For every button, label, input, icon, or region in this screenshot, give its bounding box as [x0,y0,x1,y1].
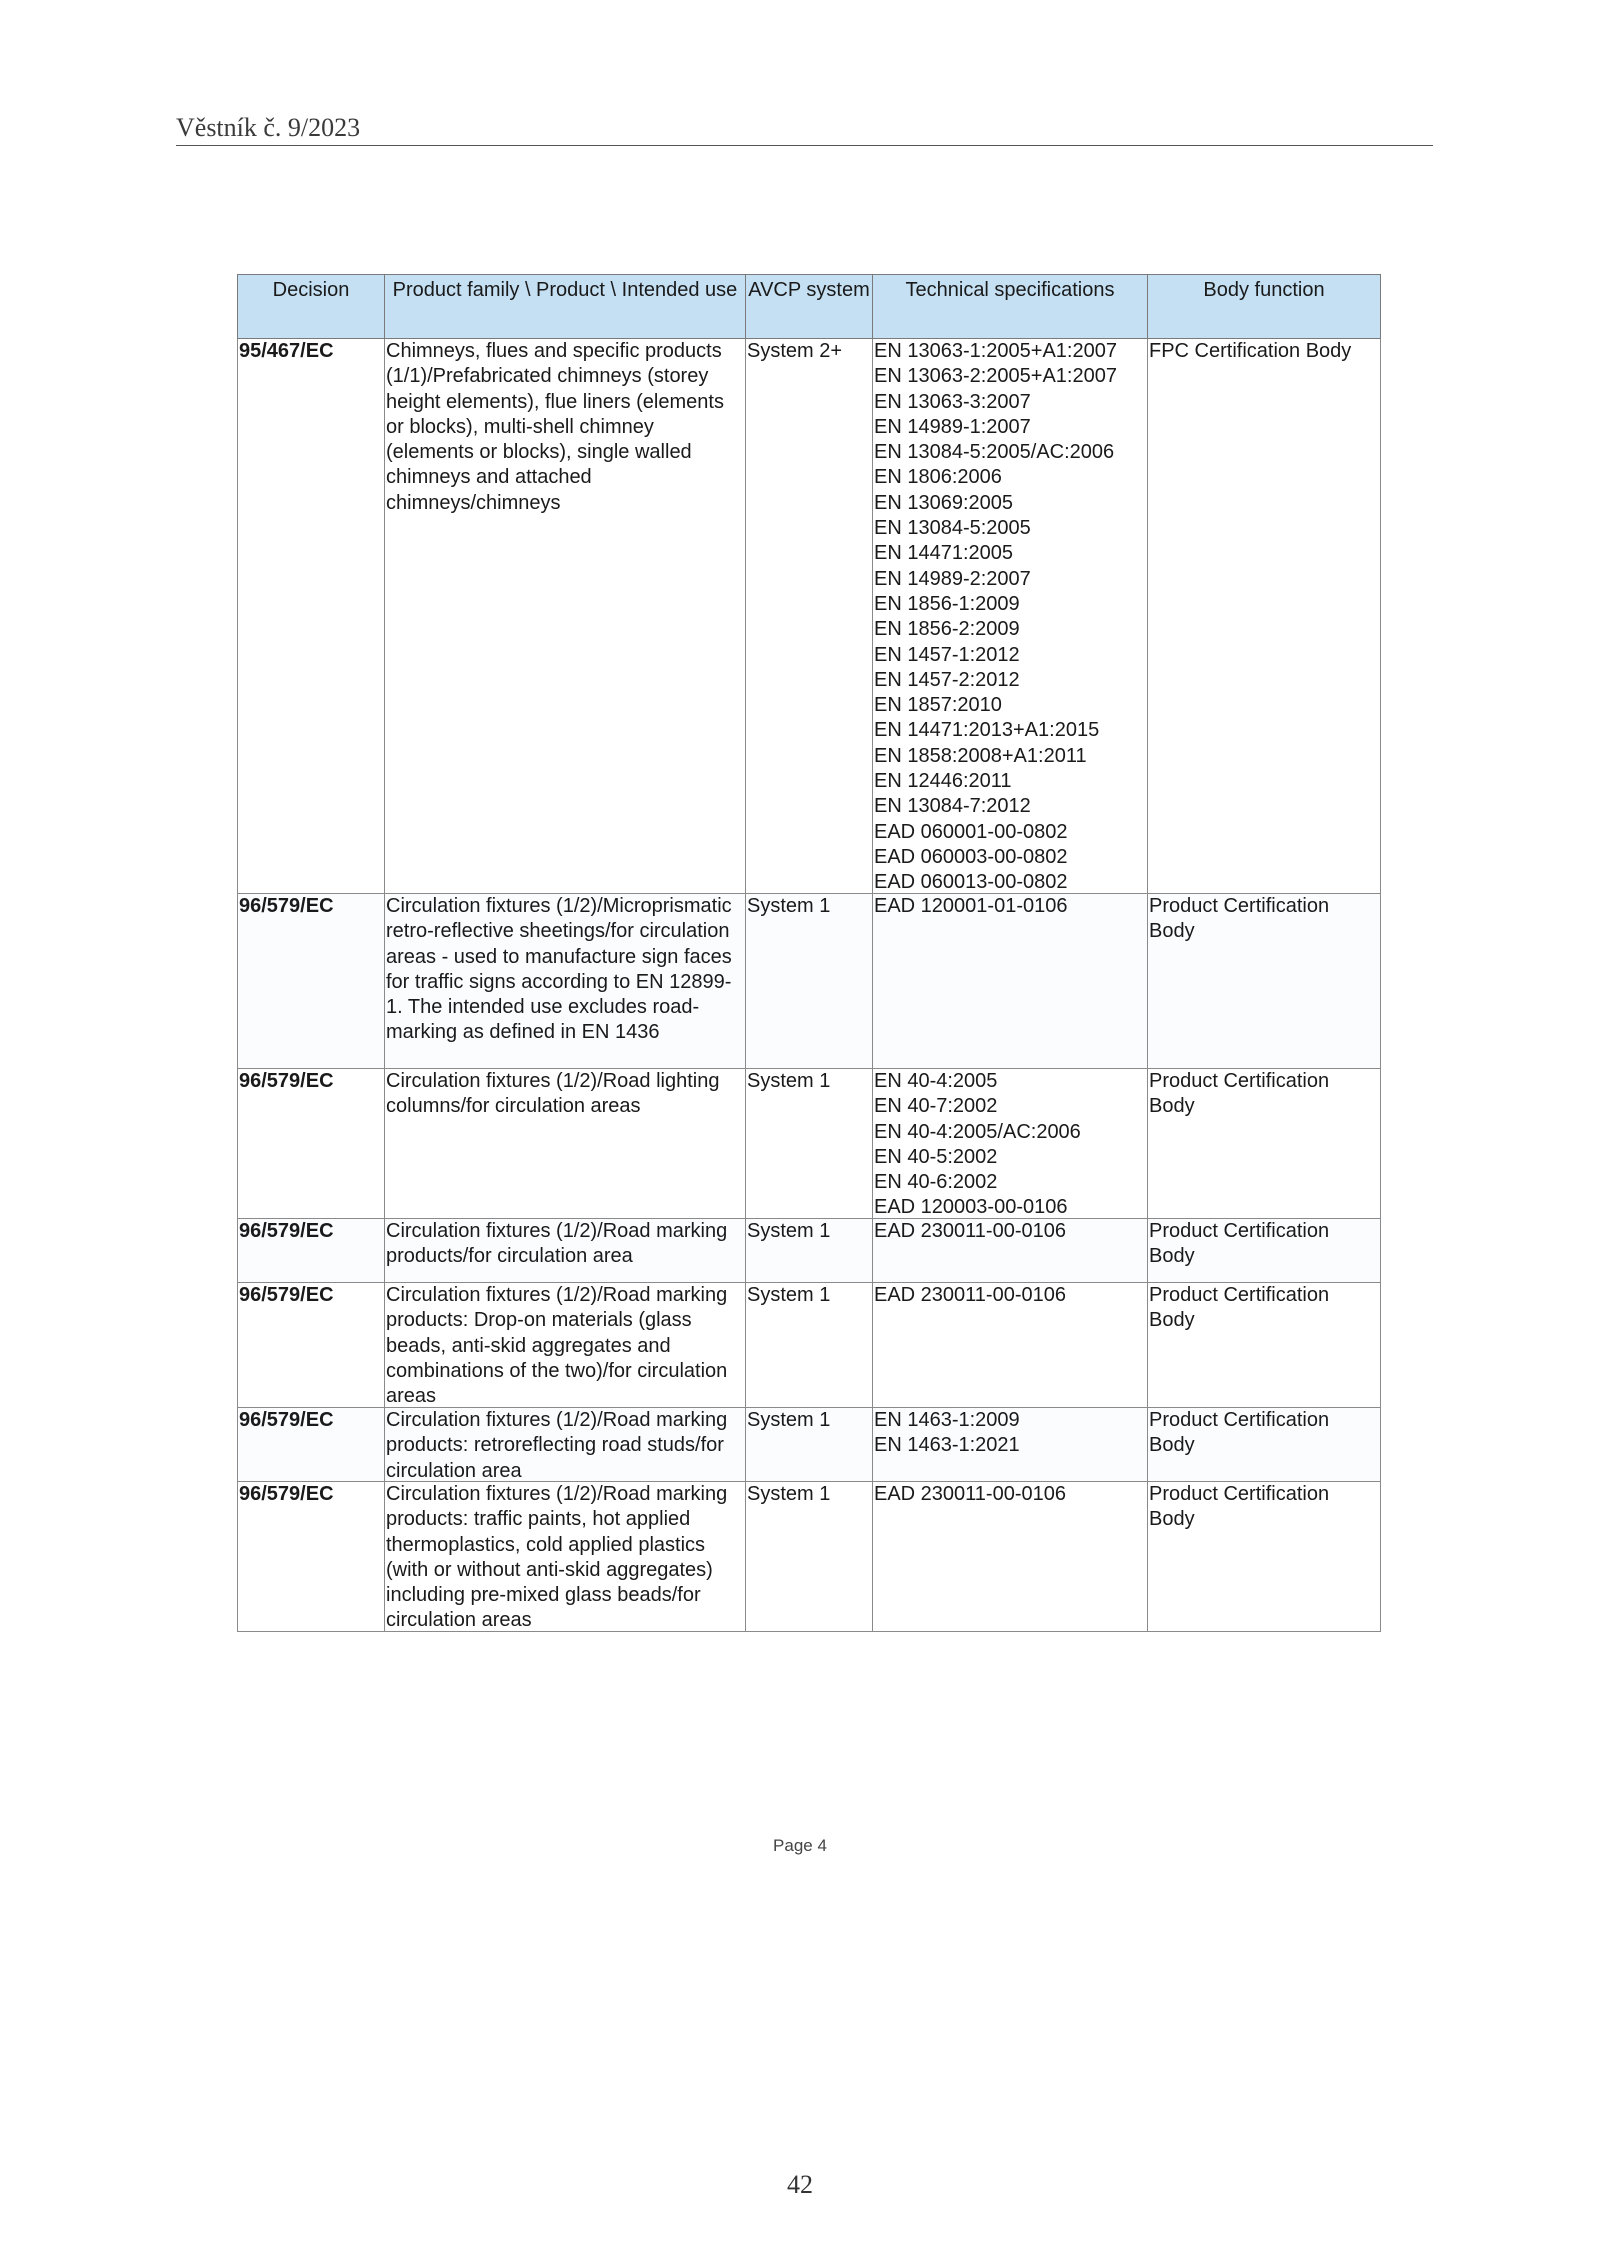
header-divider [176,145,1433,146]
avcp-cell-text: System 2+ [747,340,843,362]
decision-cell-text: 95/467/EC [239,340,334,362]
table-row [238,339,1381,894]
product-cell-text: Chimneys, flues and specific products (1/1)/Prefabricated chimneys (storey height elements), flue liners (elements or blocks), multi-shell chimney (elements or blocks), single walled chimneys and attached chimneys/chimneys [386,340,724,514]
avcp-cell [746,894,873,1069]
specifications-cell [873,1408,1148,1482]
table-row [238,894,1381,1069]
specification-item: EAD 060003-00-0802 [874,845,1068,868]
product-cell [385,339,746,894]
decision-cell [238,1069,385,1219]
specification-item: EAD 230011-00-0106 [874,1483,1066,1505]
specification-item: EN 13084-5:2005/AC:2006 [874,441,1115,464]
body-function-cell [1148,1069,1381,1219]
body-function-cell-text: FPC Certification Body [1149,340,1352,362]
body-function-cell-text: Product Certification Body [1149,1220,1330,1268]
specification-item: EN 40-5:2002 [874,1145,998,1168]
specification-item: EN 1463-1:2021 [874,1434,1020,1457]
product-cell-text: Circulation fixtures (1/2)/Road marking products: retroreflecting road studs/for circulation area [386,1409,728,1480]
body-function-cell [1148,1408,1381,1482]
specification-item: EN 12446:2011 [874,770,1012,793]
column-header-decision: Decision [238,275,385,339]
specification-item: EN 40-4:2005 [874,1070,998,1092]
body-function-cell [1148,894,1381,1069]
specification-item: EAD 120001-01-0106 [874,895,1068,917]
specification-item: EAD 230011-00-0106 [874,1284,1066,1306]
specification-item: EN 13084-7:2012 [874,795,1031,818]
avcp-cell-text: System 1 [747,1409,831,1431]
specification-item: EN 14471:2005 [874,542,1014,565]
column-header-technical-specifications: Technical specifications [873,275,1148,339]
specifications-cell [873,1283,1148,1408]
specifications-cell [873,339,1148,894]
table-row [238,1408,1381,1482]
decision-cell-text: 96/579/EC [239,1409,334,1431]
product-cell [385,1069,746,1219]
avcp-cell-text: System 1 [747,1284,831,1306]
column-header-body-function: Body function [1148,275,1381,339]
body-function-cell-text: Product Certification Body [1149,895,1330,943]
avcp-cell [746,1069,873,1219]
specification-item: EAD 120003-00-0106 [874,1196,1068,1217]
body-function-cell [1148,1219,1381,1283]
specification-item: EN 1463-1:2009 [874,1409,1020,1431]
decision-cell-text: 96/579/EC [239,1284,334,1306]
specification-item: EN 14989-2:2007 [874,567,1031,590]
body-function-cell-text: Product Certification Body [1149,1284,1330,1332]
column-header-product: Product family \ Product \ Intended use [385,275,746,339]
table-header-row [238,275,1381,339]
product-cell [385,894,746,1069]
decision-cell [238,339,385,894]
body-function-cell-text: Product Certification Body [1149,1070,1330,1118]
specification-item: EN 13063-1:2005+A1:2007 [874,340,1117,362]
avcp-cell [746,1219,873,1283]
specification-item: EAD 230011-00-0106 [874,1220,1066,1242]
page-number: 42 [787,2170,813,2199]
decision-cell-text: 96/579/EC [239,1483,334,1505]
specifications-cell [873,1069,1148,1219]
avcp-cell-text: System 1 [747,1483,831,1505]
specification-item: EN 40-6:2002 [874,1171,998,1194]
decision-cell [238,1482,385,1632]
specification-item: EN 1806:2006 [874,466,1002,489]
column-header-avcp: AVCP system [746,275,873,339]
specification-item: EN 13069:2005 [874,491,1014,514]
table-row [238,1482,1381,1632]
product-cell-text: Circulation fixtures (1/2)/Road marking products: Drop-on materials (glass beads, anti-skid aggregates and combinations of the two)/for circulation areas [386,1284,728,1406]
specification-item: EN 1858:2008+A1:2011 [874,744,1087,767]
specification-item: EN 1856-2:2009 [874,618,1020,641]
product-cell [385,1408,746,1482]
decision-cell-text: 96/579/EC [239,895,334,917]
decision-cell [238,894,385,1069]
body-function-cell-text: Product Certification Body [1149,1409,1330,1457]
avcp-cell-text: System 1 [747,1070,831,1092]
table-row [238,1069,1381,1219]
specification-item: EN 1457-2:2012 [874,668,1020,691]
specifications-cell [873,894,1148,1069]
specification-item: EN 1457-1:2012 [874,643,1020,666]
specification-item: EN 13084-5:2005 [874,517,1031,540]
decision-cell-text: 96/579/EC [239,1220,334,1242]
page-label: Page 4 [773,1836,827,1855]
product-cell [385,1482,746,1632]
product-cell-text: Circulation fixtures (1/2)/Road lighting columns/for circulation areas [386,1070,720,1118]
avcp-cell [746,1408,873,1482]
bulletin-title: Věstník č. 9/2023 [176,113,361,142]
decision-cell-text: 96/579/EC [239,1070,334,1092]
specification-item: EN 1856-1:2009 [874,592,1020,615]
decisions-table [237,274,1381,1632]
decision-cell [238,1283,385,1408]
body-function-cell [1148,339,1381,894]
product-cell-text: Circulation fixtures (1/2)/Road marking products/for circulation area [386,1220,728,1268]
specification-item: EN 14471:2013+A1:2015 [874,719,1100,742]
product-cell [385,1283,746,1408]
specifications-cell [873,1482,1148,1632]
specification-item: EN 13063-3:2007 [874,390,1031,413]
specification-item: EN 40-4:2005/AC:2006 [874,1120,1081,1143]
table-body [238,339,1381,1632]
specification-item: EAD 060013-00-0802 [874,871,1068,892]
avcp-cell [746,1283,873,1408]
avcp-cell [746,339,873,894]
body-function-cell [1148,1482,1381,1632]
product-cell-text: Circulation fixtures (1/2)/Microprismatic retro-reflective sheetings/for circulation areas - used to manufacture sign faces for traffic signs according to EN 12899-1. The intended use excludes road-marking as defined in EN 1436 [386,895,732,1044]
avcp-cell-text: System 1 [747,895,831,917]
avcp-cell-text: System 1 [747,1220,831,1242]
product-cell [385,1219,746,1283]
table-row [238,1219,1381,1283]
specification-item: EAD 060001-00-0802 [874,820,1068,843]
avcp-cell [746,1482,873,1632]
specification-item: EN 1857:2010 [874,694,1002,717]
specifications-cell [873,1219,1148,1283]
decision-cell [238,1219,385,1283]
specification-item: EN 40-7:2002 [874,1095,998,1118]
specification-item: EN 13063-2:2005+A1:2007 [874,365,1117,388]
body-function-cell-text: Product Certification Body [1149,1483,1330,1531]
table-row [238,1283,1381,1408]
specification-item: EN 14989-1:2007 [874,415,1031,438]
decision-cell [238,1408,385,1482]
product-cell-text: Circulation fixtures (1/2)/Road marking products: traffic paints, hot applied thermoplastics, cold applied plastics (with or without anti-skid aggregates) including pre-mixed glass beads/for circulation areas [386,1483,728,1630]
body-function-cell [1148,1283,1381,1408]
